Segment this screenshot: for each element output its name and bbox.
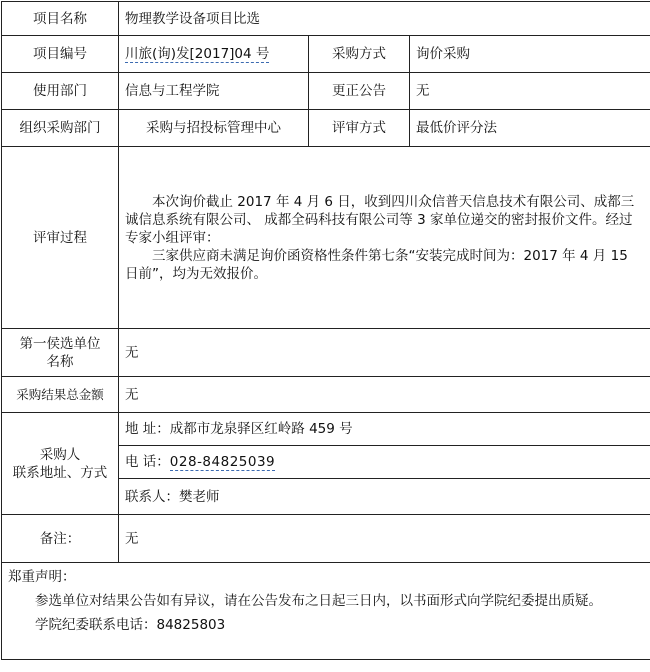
label-purchase-method: 采购方式 [309, 36, 410, 73]
row-project-name [2, 2, 650, 36]
statement-text: 参选单位对结果公告如有异议，请在公告发布之日起三日内，以书面形式向学院纪委提出质疑。 [8, 589, 644, 613]
row-org-dept [2, 110, 650, 147]
value-org-dept: 采购与招投标管理中心 [119, 110, 309, 147]
review-paragraph-1: 本次询价截止 2017 年 4 月 6 日，收到四川众信普天信息技术有限公司、成都三诚信息系统有限公司、 成都全码科技有限公司等 3 家单位递交的密封报价文件。经过专家小组评审： [125, 193, 644, 247]
label-org-dept: 组织采购部门 [2, 110, 119, 147]
value-dept: 信息与工程学院 [119, 73, 309, 110]
value-purchaser-phone: 电 话：028-84825039 [119, 446, 650, 479]
statement-block [2, 563, 650, 660]
label-project-name: 项目名称 [2, 2, 119, 36]
value-review-method: 最低价评分法 [410, 110, 650, 147]
label-first-candidate: 第一侯选单位 名称 [2, 329, 119, 377]
row-purchaser-address [2, 413, 650, 446]
value-project-no: 川旅(询)发[2017]04 号 [119, 36, 309, 73]
label-project-no: 项目编号 [2, 36, 119, 73]
label-purchaser: 采购人 联系地址、方式 [2, 413, 119, 515]
row-remarks [2, 515, 650, 563]
value-remarks: 无 [119, 515, 650, 563]
label-remarks: 备注： [2, 515, 119, 563]
row-first-candidate [2, 329, 650, 377]
row-dept [2, 73, 650, 110]
value-review-process [119, 147, 650, 329]
results-announcement-table [1, 1, 650, 660]
value-purchaser-address: 地 址：成都市龙泉驿区红岭路 459 号 [119, 413, 650, 446]
label-review-process: 评审过程 [2, 147, 119, 329]
row-project-no [2, 36, 650, 73]
statement-title: 郑重声明： [8, 565, 644, 589]
row-statement [2, 563, 650, 660]
row-total-amount [2, 377, 650, 413]
statement-contact: 学院纪委联系电话：84825803 [8, 613, 644, 637]
phone-number: 028-84825039 [170, 454, 275, 471]
review-paragraph-2: 三家供应商未满足询价函资格性条件第七条“安装完成时间为：2017 年 4 月 15 日前”，均为无效报价。 [125, 247, 644, 283]
value-purchase-method: 询价采购 [410, 36, 650, 73]
label-total-amount: 采购结果总金额 [2, 377, 119, 413]
value-project-name: 物理教学设备项目比选 [119, 2, 650, 36]
value-total-amount: 无 [119, 377, 650, 413]
label-dept: 使用部门 [2, 73, 119, 110]
value-purchaser-contact: 联系人：樊老师 [119, 479, 650, 515]
value-first-candidate: 无 [119, 329, 650, 377]
row-review-process [2, 147, 650, 329]
value-correction: 无 [410, 73, 650, 110]
label-review-method: 评审方式 [309, 110, 410, 147]
label-correction: 更正公告 [309, 73, 410, 110]
